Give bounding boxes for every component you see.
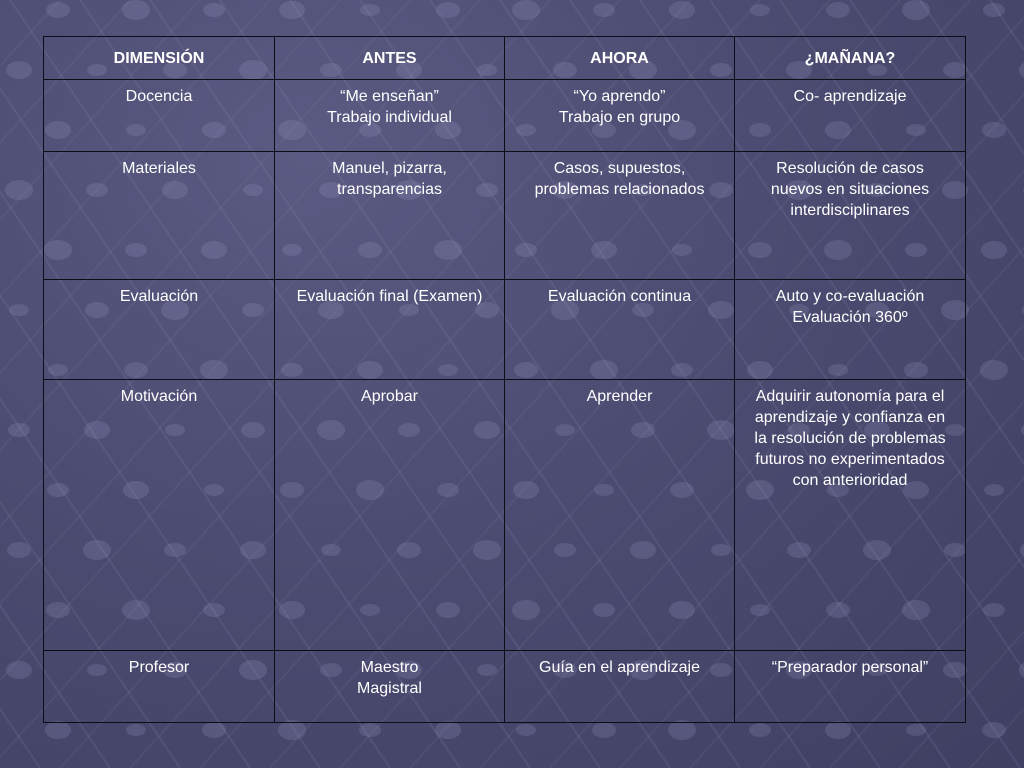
table-cell: “Yo aprendo” Trabajo en grupo [505,80,735,152]
table-cell: “Preparador personal” [735,651,966,723]
table-cell: Evaluación final (Examen) [275,280,505,380]
table-cell: Motivación [44,380,275,651]
table-row [44,80,966,152]
header-manana: ¿MAÑANA? [735,37,966,80]
table-cell: Casos, supuestos, problemas relacionados [505,152,735,280]
table-cell: Adquirir autonomía para el aprendizaje y confianza en la resolución de problemas futuros no experimentados con anterioridad [735,380,966,651]
header-antes: ANTES [275,37,505,80]
table-cell: Aprender [505,380,735,651]
table-cell: Co- aprendizaje [735,80,966,152]
header-dimension: DIMENSIÓN [44,37,275,80]
table-cell: Materiales [44,152,275,280]
table-cell: Maestro Magistral [275,651,505,723]
table-row [44,152,966,280]
comparison-table [43,36,966,723]
table-cell: Resolución de casos nuevos en situaciones interdisciplinares [735,152,966,280]
table-row [44,651,966,723]
table-cell: Docencia [44,80,275,152]
header-row [44,37,966,80]
table-cell: Guía en el aprendizaje [505,651,735,723]
table-row [44,380,966,651]
table-row [44,280,966,380]
table-cell: Profesor [44,651,275,723]
table-cell: Aprobar [275,380,505,651]
table-cell: Evaluación continua [505,280,735,380]
header-ahora: AHORA [505,37,735,80]
table-cell: “Me enseñan” Trabajo individual [275,80,505,152]
table-cell: Manuel, pizarra, transparencias [275,152,505,280]
table-cell: Evaluación [44,280,275,380]
table-cell: Auto y co-evaluación Evaluación 360º [735,280,966,380]
